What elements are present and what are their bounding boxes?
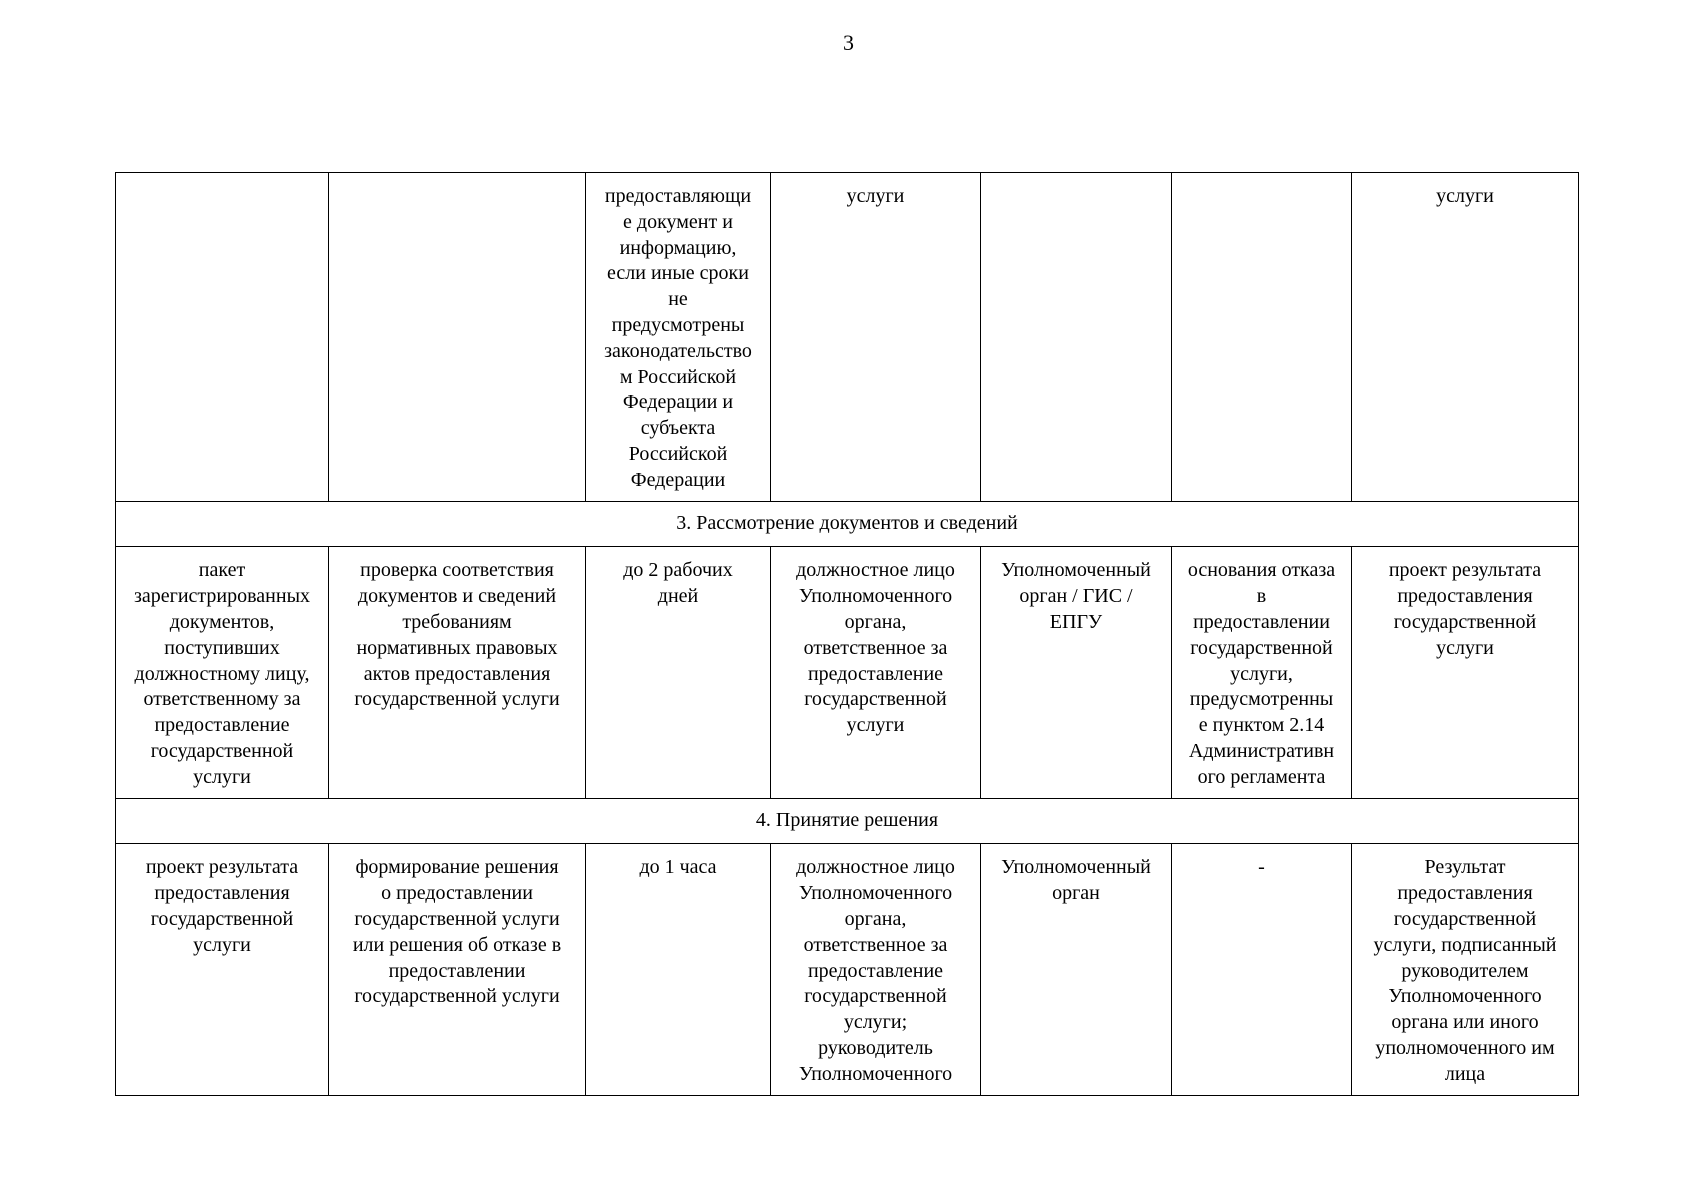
stage-heading-row — [116, 501, 1579, 547]
table-cell: до 2 рабочих дней — [586, 547, 771, 798]
table-cell: предоставляющи е документ и информацию, если иные сроки не предусмотрены законодательство м Российской Федерации и субъекта Российской Федерации — [586, 173, 771, 502]
table-row-review — [116, 547, 1579, 798]
table-cell — [116, 173, 329, 502]
table-row-continuation — [116, 173, 1579, 502]
table-cell — [1172, 173, 1352, 502]
table-cell — [981, 173, 1172, 502]
table-cell: проверка соответствия документов и сведений требованиям нормативных правовых актов предоставления государственной услуги — [329, 547, 586, 798]
table-cell: проект результата предоставления государственной услуги — [116, 844, 329, 1095]
table-cell: должностное лицо Уполномоченного органа, ответственное за предоставление государственной услуги; руководитель Уполномоченного — [771, 844, 981, 1095]
table-cell — [329, 173, 586, 502]
page-number: 3 — [843, 30, 854, 55]
table-cell: проект результата предоставления государственной услуги — [1352, 547, 1579, 798]
stage-heading-row — [116, 798, 1579, 844]
table-cell: Уполномоченный орган / ГИС / ЕПГУ — [981, 547, 1172, 798]
table-cell: формирование решения о предоставлении государственной услуги или решения об отказе в предоставлении государственной услуги — [329, 844, 586, 1095]
table-cell: должностное лицо Уполномоченного органа, ответственное за предоставление государственной услуги — [771, 547, 981, 798]
table-cell: услуги — [771, 173, 981, 502]
table-cell: пакет зарегистрированных документов, поступивших должностному лицу, ответственному за предоставление государственной услуги — [116, 547, 329, 798]
stage-heading-decision: 4. Принятие решения — [116, 798, 1579, 844]
administrative-procedures-table — [115, 172, 1579, 1096]
table-cell: - — [1172, 844, 1352, 1095]
stage-heading-review: 3. Рассмотрение документов и сведений — [116, 501, 1579, 547]
table-cell: основания отказа в предоставлении государственной услуги, предусмотренны е пунктом 2.14 Административн ого регламента — [1172, 547, 1352, 798]
table-row-decision — [116, 844, 1579, 1095]
table-cell: Уполномоченный орган — [981, 844, 1172, 1095]
table-cell: услуги — [1352, 173, 1579, 502]
table-cell: Результат предоставления государственной услуги, подписанный руководителем Уполномоченного органа или иного уполномоченного им лица — [1352, 844, 1579, 1095]
table-cell: до 1 часа — [586, 844, 771, 1095]
